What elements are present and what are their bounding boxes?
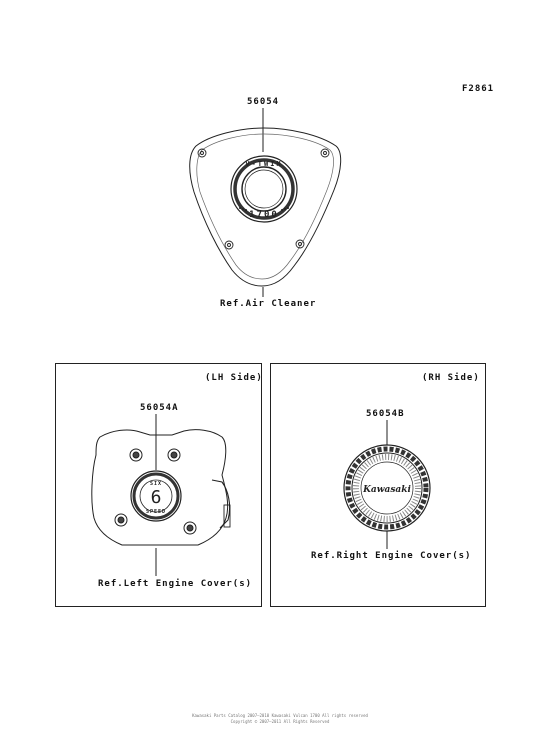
- v-twin-badge-bottom-text: 1700: [249, 210, 279, 220]
- rh-side-label: (RH Side): [422, 373, 480, 383]
- top-part-number: 56054: [247, 97, 280, 107]
- rh-part-number: 56054B: [366, 409, 405, 419]
- six-speed-badge-bottom-text: SPEED: [145, 509, 167, 515]
- figure-code: F2861: [462, 84, 495, 94]
- copyright-line-1: Kawasaki Parts Catalog 2007–2010 Kawasaki Vulcan 1700 All rights reserved: [192, 713, 368, 718]
- lh-reference-label: Ref.Left Engine Cover(s): [98, 579, 253, 589]
- six-speed-badge-top-text: SIX: [149, 481, 163, 487]
- v-twin-badge-top-text: V-TWIN: [245, 160, 283, 168]
- six-speed-badge-digit: 6: [150, 487, 162, 508]
- kawasaki-logo-icon: Kawasaki: [363, 485, 411, 495]
- lh-side-label: (LH Side): [205, 373, 263, 383]
- air-cleaner-cover-drawing: [190, 108, 341, 297]
- lh-part-number: 56054A: [140, 403, 179, 413]
- rh-reference-label: Ref.Right Engine Cover(s): [311, 551, 472, 561]
- top-reference-label: Ref.Air Cleaner: [220, 299, 317, 309]
- copyright-line-2: Copyright © 2007–2011 All Rights Reserved: [230, 719, 330, 724]
